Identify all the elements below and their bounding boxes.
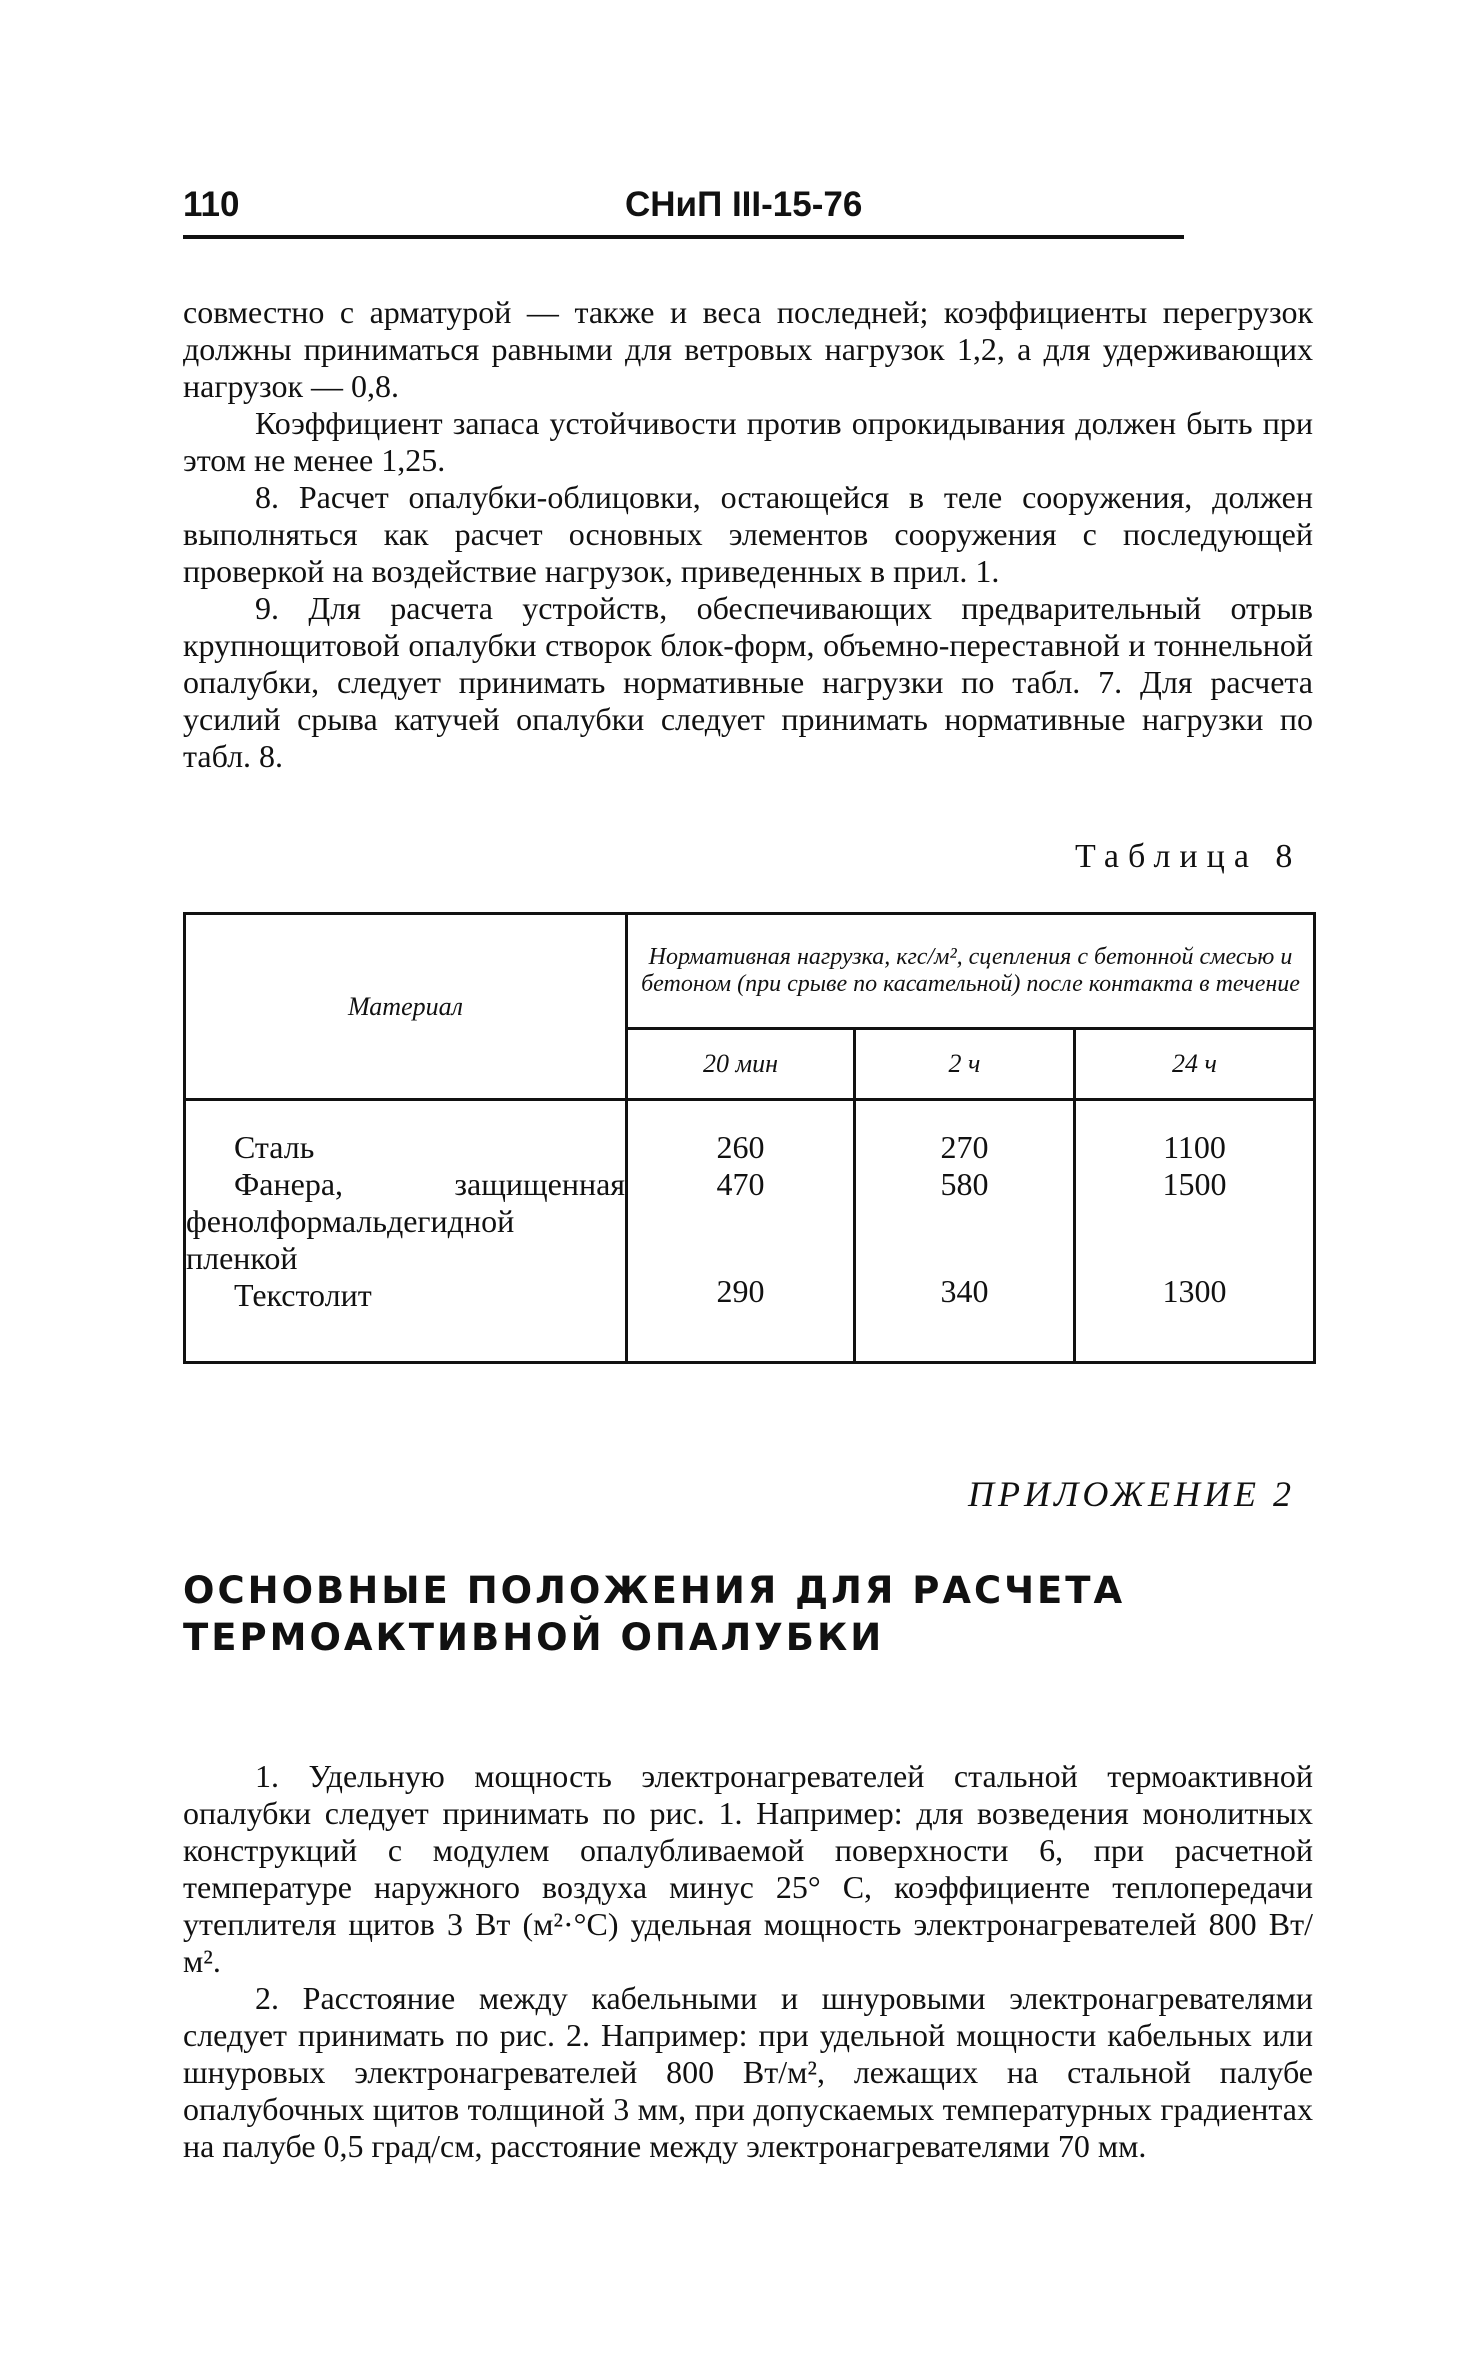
material-name: Текстолит (234, 1277, 372, 1313)
paragraph: 8. Расчет опалубки-облицовки, остающейся в теле сооружения, должен выполняться как расчет основных элементов сооружения с последующей проверкой на воздействие нагрузок, приведенных в прил. 1. (183, 479, 1313, 589)
intro-text (183, 294, 1313, 775)
material-name: Сталь (234, 1129, 315, 1165)
column-header: 24 ч (1075, 1029, 1315, 1100)
table-caption: Таблица 8 (1075, 838, 1302, 875)
paragraph: 2. Расстояние между кабельными и шнуровыми электронагревателями следует принимать по рис. 2. Например: при удельной мощности кабельных или шнуровых электронагревателей 800 Вт/м², лежащих на стальной палубе опалубочных щитов толщиной 3 мм, при допускаемых температурных градиентах на палубе 0,5 град/см, расстояние между электронагревателями 70 мм. (183, 1980, 1313, 2164)
appendix-title (183, 1567, 1125, 1661)
value: 260 (716, 1129, 765, 1165)
load-table (183, 912, 1316, 1364)
header-rule (183, 235, 1184, 239)
column-header: 20 мин (627, 1029, 855, 1100)
appendix-title-line: ТЕРМОАКТИВНОЙ ОПАЛУБКИ (183, 1616, 885, 1659)
material-header: Материал (185, 914, 627, 1100)
page-header (183, 185, 1183, 229)
value: 1100 (1163, 1129, 1226, 1165)
paragraph: 9. Для расчета устройств, обеспечивающих предварительный отрыв крупнощитовой опалубки створок блок-форм, объемно-переставной и тоннельной опалубки, следует принимать нормативные нагрузки по табл. 7. Для расчета усилий срыва катучей опалубки следует принимать нормативные нагрузки по табл. 8. (183, 590, 1313, 774)
paragraph: Коэффициент запаса устойчивости против опрокидывания должен быть при этом не менее 1,25. (183, 405, 1313, 478)
value: 580 (940, 1166, 989, 1202)
value: 340 (940, 1273, 989, 1309)
table-body-row (185, 1100, 1315, 1363)
value-cell (1075, 1100, 1315, 1363)
value-cell (855, 1100, 1075, 1363)
value: 1500 (1162, 1166, 1227, 1202)
value: 270 (940, 1129, 989, 1165)
appendix-label: ПРИЛОЖЕНИЕ 2 (968, 1474, 1295, 1514)
value: 470 (716, 1166, 765, 1202)
material-name: Фанера, защищенная фенолформальдегидной пленкой (186, 1166, 625, 1276)
column-header: 2 ч (855, 1029, 1075, 1100)
appendix-text (183, 1758, 1313, 2165)
page-number: 110 (183, 185, 240, 224)
load-group-header: Нормативная нагрузка, кгс/м², сцепления с бетонной смесью и бетоном (при срыве по касательной) после контакта в течение (627, 914, 1315, 1029)
value-cell (627, 1100, 855, 1363)
document-code: СНиП III-15-76 (625, 185, 863, 224)
value: 290 (716, 1273, 765, 1309)
appendix-title-line: ОСНОВНЫЕ ПОЛОЖЕНИЯ ДЛЯ РАСЧЕТА (183, 1569, 1126, 1612)
material-cell (185, 1100, 627, 1363)
paragraph: 1. Удельную мощность электронагревателей стальной термоактивной опалубки следует принимать по рис. 1. Например: для возведения монолитных конструкций с модулем опалубливаемой поверхности 6, при расчетной температуре наружного воздуха минус 25° С, коэффициенте теплопередачи утеплителя щитов 3 Вт (м²·°С) удельная мощность электронагревателей 800 Вт/м². (183, 1758, 1313, 1979)
value: 1300 (1162, 1273, 1227, 1309)
paragraph: совместно с арматурой — также и веса последней; коэффициенты перегрузок должны приниматься равными для ветровых нагрузок 1,2, а для удерживающих нагрузок — 0,8. (183, 294, 1313, 404)
